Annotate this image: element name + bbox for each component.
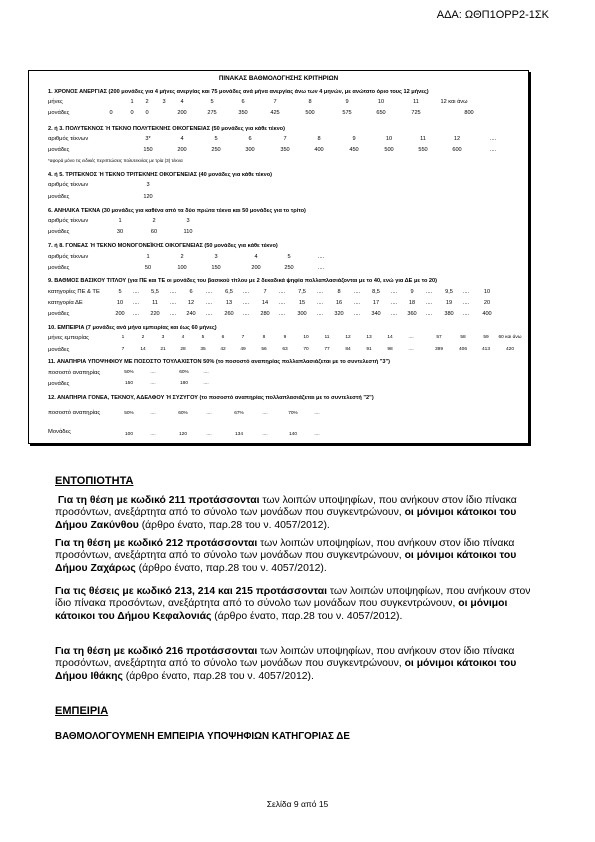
s7-row1-cell: 57 <box>436 335 442 340</box>
locality-heading: ΕΝΤΟΠΙΟΤΗΤΑ <box>55 475 134 487</box>
s1-row1-cell: 3 <box>162 99 166 105</box>
s6-row1-cell: .... <box>462 289 470 295</box>
s6-row2-cell: 12 <box>187 300 195 306</box>
s9-row2-cell: 100 <box>124 432 133 437</box>
s6-row3-cell: .... <box>169 311 177 317</box>
s3-value: 3 <box>146 182 150 188</box>
s2-row1-cell: 8 <box>317 136 321 142</box>
s9-row2-cell: .... <box>150 432 156 437</box>
s6-row1-cell: .... <box>390 289 398 295</box>
s6-row1-cell: .... <box>132 289 140 295</box>
s1-row1-cell: 7 <box>273 99 277 105</box>
s1-row2-cell: 725 <box>411 110 421 116</box>
s8-row1-cell: 60% <box>179 370 189 375</box>
s6-row3-cell: 340 <box>371 311 381 317</box>
page-number: Σελίδα 9 από 15 <box>266 799 329 809</box>
s2-row1-cell: 11 <box>420 136 426 142</box>
s6-row2-cell: .... <box>425 300 433 306</box>
s9-label: ποσοστό αναπηρίας <box>48 410 101 416</box>
s5-row1-cell: 1 <box>146 254 150 260</box>
s1-row2-cell: 650 <box>376 110 386 116</box>
s6-row2-cell: .... <box>353 300 361 306</box>
s1-row1-cell: 4 <box>180 99 184 105</box>
s5-heading: 7. ή 8. ΓΟΝΕΑΣ Ή ΤΕΚΝΟ ΜΟΝΟΓΟΝΕΪΚΗΣ ΟΙΚΟΓΕΝΕΙΑΣ (50 μονάδες για κάθε τέκνο) <box>48 243 278 249</box>
s2-row2-cell: 500 <box>384 147 394 153</box>
s7-label: μήνες εμπειρίας <box>48 335 89 341</box>
s5-row1-cell: .... <box>317 254 325 260</box>
s6-row3-cell: .... <box>390 311 398 317</box>
p4-text: των λοιπών υποψηφίων, που ανήκουν στον ίδιο πίνακα προσόντων, ανεξάρτητα από το σύνολο των μονάδων που συγκεντρώνουν, <box>55 646 515 670</box>
s6-label: κατηγορία ΔΕ <box>48 300 83 306</box>
s5-row2-cell: .... <box>317 265 325 271</box>
s5-row2-cell: 250 <box>284 265 294 271</box>
s8-label: ποσοστό αναπηρίας <box>48 370 101 376</box>
s2-row2-cell: 350 <box>280 147 290 153</box>
s7-row1-cell: 4 <box>181 335 185 340</box>
paragraph-212 <box>55 538 541 575</box>
s4-row1-cell: 2 <box>152 218 156 224</box>
s1-row2-cell: 275 <box>207 110 217 116</box>
s3-label: αριθμός τέκνων <box>48 182 89 188</box>
s3-heading: 4. ή 5. ΤΡΙΤΕΚΝΟΣ Ή ΤΕΚΝΟ ΤΡΙΤΕΚΝΗΣ ΟΙΚΟΓΕΝΕΙΑΣ (40 μονάδες για κάθε τέκνο) <box>48 172 272 178</box>
s9-row1-cell: 67% <box>234 411 244 416</box>
s6-row3-cell: .... <box>205 311 213 317</box>
s3-label: μονάδες <box>48 194 70 200</box>
s7-row2-cell: 98 <box>387 347 393 352</box>
s2-row1-cell: 9 <box>352 136 356 142</box>
s7-label: μονάδες <box>48 347 70 353</box>
s6-row2-cell: 18 <box>408 300 416 306</box>
ada-code: ΑΔΑ: ΩΘΠ1ΟΡΡ2-1ΣΚ <box>436 9 549 21</box>
s1-row1-cell: 2 <box>145 99 149 105</box>
table-title: ΠΙΝΑΚΑΣ ΒΑΘΜΟΛΟΓΗΣΗΣ ΚΡΙΤΗΡΙΩΝ <box>218 75 339 82</box>
s4-row1-cell: 1 <box>118 218 122 224</box>
s6-row1-cell: 6 <box>189 289 193 295</box>
s6-row1-cell: .... <box>316 289 324 295</box>
s9-row2-cell: .... <box>262 432 268 437</box>
s6-row2-cell: .... <box>390 300 398 306</box>
s6-row1-cell: 5 <box>118 289 122 295</box>
s1-row1-cell: 11 <box>413 99 419 105</box>
s5-row2-cell: 50 <box>144 265 152 271</box>
s9-row1-cell: 60% <box>178 411 188 416</box>
s2-label: μονάδες <box>48 147 70 153</box>
experience-heading: ΕΜΠΕΙΡΙΑ <box>55 705 109 717</box>
s7-row2-cell: 56 <box>261 347 267 352</box>
s1-row2-cell: 200 <box>177 110 187 116</box>
s7-row1-cell: .... <box>408 335 414 340</box>
s1-row1-cell: 5 <box>210 99 214 105</box>
s8-row1-cell: .... <box>150 370 156 375</box>
s2-row1-cell: 4 <box>180 136 184 142</box>
s4-row2-cell: 60 <box>150 229 158 235</box>
s2-row1-cell: 12 <box>453 136 461 142</box>
s2-row1-cell: 5 <box>214 136 218 142</box>
s5-row2-cell: 200 <box>251 265 261 271</box>
s6-row3-cell: .... <box>316 311 324 317</box>
s9-row1-cell: .... <box>150 411 156 416</box>
s2-row1-cell: 7 <box>283 136 287 142</box>
s7-row1-cell: 6 <box>221 335 225 340</box>
s6-row3-cell: 360 <box>407 311 417 317</box>
s1-label: μονάδες <box>48 110 70 116</box>
s9-row2-cell: 120 <box>178 432 187 437</box>
s1-row2-cell: 0 <box>109 110 113 116</box>
paragraph-211 <box>55 495 541 532</box>
s2-row2-cell: 600 <box>452 147 462 153</box>
s4-row2-cell: 110 <box>183 229 193 235</box>
s7-row2-cell: 7 <box>121 347 125 352</box>
s6-row3-cell: 400 <box>482 311 492 317</box>
p3-text: των λοιπών υποψηφίων, που ανήκουν στον ίδιο πίνακα προσόντων, ανεξάρτητα από το σύνολο των μονάδων που συγκεντρώνουν, <box>55 586 531 610</box>
s5-row1-cell: 5 <box>287 254 291 260</box>
s6-row3-cell: 220 <box>150 311 160 317</box>
s6-row2-cell: 19 <box>445 300 453 306</box>
s7-row2-cell: 42 <box>220 347 226 352</box>
s7-row1-cell: 7 <box>241 335 245 340</box>
s7-row2-cell: 35 <box>200 347 206 352</box>
s7-row2-cell: 63 <box>282 347 288 352</box>
paragraph-216 <box>55 646 541 683</box>
s6-row1-cell: .... <box>353 289 361 295</box>
s5-row2-cell: 100 <box>177 265 187 271</box>
s9-row1-cell: 70% <box>288 411 298 416</box>
s6-row2-cell: .... <box>278 300 286 306</box>
s1-row1-cell: 1 <box>130 99 134 105</box>
s7-row1-cell: 14 <box>387 335 393 340</box>
s6-row2-cell: 11 <box>152 300 158 306</box>
s7-row1-cell: 58 <box>460 335 466 340</box>
s7-row2-cell: 77 <box>324 347 330 352</box>
s1-row1-cell: 9 <box>345 99 349 105</box>
p1-residents: οι μόνιμοι κάτοικοι του Δήμου Ζακύνθου <box>55 507 517 531</box>
s6-row1-cell: .... <box>278 289 286 295</box>
s8-row2-cell: .... <box>203 381 209 386</box>
s1-row2-cell: 425 <box>270 110 280 116</box>
s6-row3-cell: .... <box>353 311 361 317</box>
s6-row2-cell: 15 <box>298 300 306 306</box>
s8-heading: 11. ΑΝΑΠΗΡΙΑ ΥΠΟΨΗΦΙΟΥ ΜΕ ΠΟΣΟΣΤΟ ΤΟΥΛΑΧΙΣΤΟΝ 50% (το ποσοστό αναπηρίας πολλαπλασιάζεται με το συντελεστή "3") <box>48 359 390 365</box>
s9-heading: 12. ΑΝΑΠΗΡΙΑ ΓΟΝΕΑ, ΤΕΚΝΟΥ, ΑΔΕΛΦΟΥ Ή ΣΥΖΥΓΟΥ (το ποσοστό αναπηρίας πολλαπλασιάζεται με το συντελεστή "2") <box>48 395 374 401</box>
s9-label: Μονάδες <box>48 429 71 435</box>
s6-row3-cell: 240 <box>186 311 196 317</box>
s7-row1-cell: 60 και άνω <box>498 335 522 340</box>
s7-heading: 10. ΕΜΠΕΙΡΙΑ (7 μονάδες ανά μήνα εμπειρίας και έως 60 μήνες) <box>48 325 217 331</box>
s8-row2-cell: .... <box>150 381 156 386</box>
s2-heading: 2. ή 3. ΠΟΛΥΤΕΚΝΟΣ Ή ΤΕΚΝΟ ΠΟΛΥΤΕΚΝΗΣ ΟΙΚΟΓΕΝΕΙΑΣ (50 μονάδες για κάθε τέκνο) <box>48 126 285 132</box>
p2-law: (άρθρο ένατο, παρ.28 του ν. 4057/2012). <box>135 562 327 574</box>
s7-row2-cell: 14 <box>140 347 146 352</box>
s7-row2-cell: 28 <box>180 347 186 352</box>
s6-row3-cell: .... <box>278 311 286 317</box>
s7-row2-cell: 406 <box>458 347 467 352</box>
s6-row1-cell: 10 <box>483 289 491 295</box>
s6-row2-cell: 13 <box>225 300 233 306</box>
s2-row2-cell: 300 <box>245 147 255 153</box>
s9-row2-cell: .... <box>206 432 212 437</box>
s1-row2-cell: 800 <box>464 110 474 116</box>
s6-row1-cell: 7,5 <box>298 289 306 295</box>
s2-row2-cell: 550 <box>418 147 428 153</box>
s2-row1-cell: 10 <box>385 136 393 142</box>
s1-row1-cell: 6 <box>241 99 245 105</box>
s2-row2-cell: 250 <box>211 147 221 153</box>
p2-bold: Για τη θέση με κωδικό 212 προτάσσονται <box>55 538 258 549</box>
s4-row1-cell: 3 <box>186 218 190 224</box>
s6-row3-cell: 300 <box>297 311 307 317</box>
p3-residents: οι μόνιμοι κάτοικοι του Δήμου Κεφαλονιάς <box>55 598 508 622</box>
s6-row3-cell: 380 <box>444 311 454 317</box>
s2-row1-cell: 6 <box>248 136 252 142</box>
s1-row1-cell: 12 και άνω <box>440 99 468 105</box>
s7-row2-cell: 21 <box>160 347 166 352</box>
s8-row1-cell: .... <box>203 370 209 375</box>
s6-row1-cell: 5,5 <box>151 289 159 295</box>
s6-row2-cell: 14 <box>261 300 269 306</box>
s4-label: αριθμός τέκνων <box>48 218 89 224</box>
s5-label: αριθμός τέκνων <box>48 254 89 260</box>
s6-heading: 9. ΒΑΘΜΟΣ ΒΑΣΙΚΟΥ ΤΙΤΛΟΥ (για ΠΕ και ΤΕ οι μονάδες του βασικού τίτλου με 2 δεκαδικά ψηφία πολλαπλασιάζονται με το 40, ενώ για ΔΕ με το 20) <box>48 278 437 284</box>
s6-row2-cell: .... <box>242 300 250 306</box>
s7-row2-cell: .... <box>408 347 414 352</box>
paragraph-213-215 <box>55 586 541 623</box>
s1-row2-cell: 500 <box>305 110 315 116</box>
p4-residents: οι μόνιμοι κάτοικοι του Δήμου Ιθάκης <box>55 658 517 682</box>
s6-row1-cell: 8,5 <box>372 289 380 295</box>
s5-row1-cell: 2 <box>180 254 184 260</box>
s1-row2-cell: 0 <box>130 110 134 116</box>
s7-row1-cell: 8 <box>262 335 266 340</box>
s7-row1-cell: 5 <box>201 335 205 340</box>
s6-row2-cell: .... <box>205 300 213 306</box>
s9-row1-cell: .... <box>314 411 320 416</box>
s2-row1-cell: .... <box>489 136 497 142</box>
s6-row3-cell: .... <box>242 311 250 317</box>
s6-row2-cell: .... <box>132 300 140 306</box>
s7-row1-cell: 13 <box>366 335 372 340</box>
p3-law: (άρθρο ένατο, παρ.28 του ν. 4057/2012). <box>211 610 403 622</box>
s6-row1-cell: 7 <box>263 289 267 295</box>
s5-label: μονάδες <box>48 265 70 271</box>
s4-row2-cell: 30 <box>116 229 124 235</box>
s6-row1-cell: .... <box>425 289 433 295</box>
s7-row1-cell: 12 <box>345 335 351 340</box>
s6-row1-cell: .... <box>205 289 213 295</box>
s8-row2-cell: 180 <box>179 381 188 386</box>
s2-row1-cell: 3* <box>145 136 151 142</box>
s6-row2-cell: 20 <box>483 300 491 306</box>
s6-row1-cell: 6,5 <box>225 289 233 295</box>
s6-row3-cell: 200 <box>115 311 125 317</box>
s2-row2-cell: 400 <box>314 147 324 153</box>
s6-row2-cell: .... <box>169 300 177 306</box>
p3-bold: Για τις θέσεις με κωδικό 213, 214 και 215 προτάσσονται <box>55 586 327 597</box>
p4-bold: Για τη θέση με κωδικό 216 προτάσσονται <box>55 646 258 657</box>
s6-row1-cell: .... <box>242 289 250 295</box>
experience-subheading: ΒΑΘΜΟΛΟΓΟΥΜΕΝΗ ΕΜΠΕΙΡΙΑ ΥΠΟΨΗΦΙΩΝ ΚΑΤΗΓΟΡΙΑΣ ΔΕ <box>55 731 350 742</box>
s5-row2-cell: 150 <box>211 265 221 271</box>
s6-row2-cell: 17 <box>372 300 380 306</box>
s7-row2-cell: 413 <box>481 347 490 352</box>
s7-row1-cell: 3 <box>161 335 165 340</box>
s2-row2-cell: 450 <box>349 147 359 153</box>
s7-row2-cell: 399 <box>434 347 443 352</box>
s6-row3-cell: 260 <box>224 311 234 317</box>
p1-text: των λοιπών υποψηφίων, που ανήκουν στον ίδιο πίνακα προσόντων, ανεξάρτητα από το σύνολο των μονάδων που συγκεντρώνουν, <box>55 495 517 519</box>
s2-row2-cell: 200 <box>177 147 187 153</box>
s6-label: κατηγορίες ΠΕ & ΤΕ <box>48 289 100 295</box>
p2-residents: οι μόνιμοι κάτοικοι του Δήμου Ζαχάρως <box>55 550 517 574</box>
s1-row2-cell: 350 <box>238 110 248 116</box>
s7-row2-cell: 91 <box>366 347 372 352</box>
s5-row1-cell: 4 <box>254 254 258 260</box>
p1-law: (άρθρο ένατο, παρ.28 του ν. 4057/2012). <box>138 519 330 531</box>
s1-row1-cell: 10 <box>377 99 385 105</box>
s7-row1-cell: 1 <box>121 335 125 340</box>
s2-label: αριθμός τέκνων <box>48 136 89 142</box>
s2-row2-cell: .... <box>489 147 497 153</box>
s9-row2-cell: 134 <box>234 432 243 437</box>
p4-law: (άρθρο ένατο, παρ.28 του ν. 4057/2012). <box>122 670 314 682</box>
s4-heading: 6. ΑΝΗΛΙΚΑ ΤΕΚΝΑ (30 μονάδες για καθένα από τα δύο πρώτα τέκνα και 50 μονάδες για το τρίτο) <box>48 208 306 214</box>
s6-row1-cell: 9 <box>410 289 414 295</box>
s8-label: μονάδες <box>48 381 70 387</box>
s6-row2-cell: .... <box>462 300 470 306</box>
s7-row2-cell: 420 <box>505 347 514 352</box>
p1-bold: Για τη θέση με κωδικό 211 προτάσσονται <box>57 495 260 506</box>
s7-row2-cell: 70 <box>303 347 309 352</box>
s5-row1-cell: 3 <box>214 254 218 260</box>
s6-row3-cell: 280 <box>260 311 270 317</box>
s3-value: 120 <box>143 194 153 200</box>
s6-row1-cell: 8 <box>337 289 341 295</box>
s9-row1-cell: .... <box>262 411 268 416</box>
s7-row1-cell: 10 <box>303 335 309 340</box>
s8-row1-cell: 50% <box>124 370 134 375</box>
s6-row1-cell: .... <box>169 289 177 295</box>
s6-row3-cell: .... <box>132 311 140 317</box>
criteria-table <box>28 70 529 444</box>
s6-row2-cell: 16 <box>335 300 343 306</box>
s9-row2-cell: .... <box>314 432 320 437</box>
s1-row1-cell: 8 <box>308 99 312 105</box>
s1-label: μήνες <box>48 99 63 105</box>
s9-row1-cell: .... <box>206 411 212 416</box>
p2-text: των λοιπών υποψηφίων, που ανήκουν στον ίδιο πίνακα προσόντων, ανεξάρτητα από το σύνολο των μονάδων που συγκεντρώνουν, <box>55 538 515 562</box>
s6-row2-cell: 10 <box>116 300 124 306</box>
s6-row1-cell: 9,5 <box>445 289 453 295</box>
s4-label: μονάδες <box>48 229 70 235</box>
s7-row1-cell: 2 <box>141 335 145 340</box>
s7-row2-cell: 49 <box>240 347 246 352</box>
s6-row3-cell: .... <box>425 311 433 317</box>
s7-row1-cell: 9 <box>283 335 287 340</box>
s6-row3-cell: 320 <box>334 311 344 317</box>
s1-row2-cell: 575 <box>342 110 352 116</box>
s2-note: *αφορά μόνο τις ειδικές περιπτώσεις πολυτεκνίας με τρία (3) τέκνα <box>48 158 183 163</box>
s8-row2-cell: 150 <box>124 381 133 386</box>
s1-heading: 1. ΧΡΟΝΟΣ ΑΝΕΡΓΙΑΣ (200 μονάδες για 4 μήνες ανεργίας και 75 μονάδες ανά μήνα ανεργίας άνω των 4 μηνών, με ανώτατο όριο τους 12 μήνες) <box>48 89 429 95</box>
s6-row2-cell: .... <box>316 300 324 306</box>
s9-row2-cell: 140 <box>288 432 297 437</box>
s9-row1-cell: 50% <box>124 411 134 416</box>
s6-row3-cell: .... <box>462 311 470 317</box>
s2-row2-cell: 150 <box>143 147 153 153</box>
s1-row2-cell: 0 <box>145 110 149 116</box>
s7-row1-cell: 11 <box>324 335 330 340</box>
s7-row2-cell: 84 <box>345 347 351 352</box>
s6-label: μονάδες <box>48 311 70 317</box>
s7-row1-cell: 59 <box>483 335 489 340</box>
